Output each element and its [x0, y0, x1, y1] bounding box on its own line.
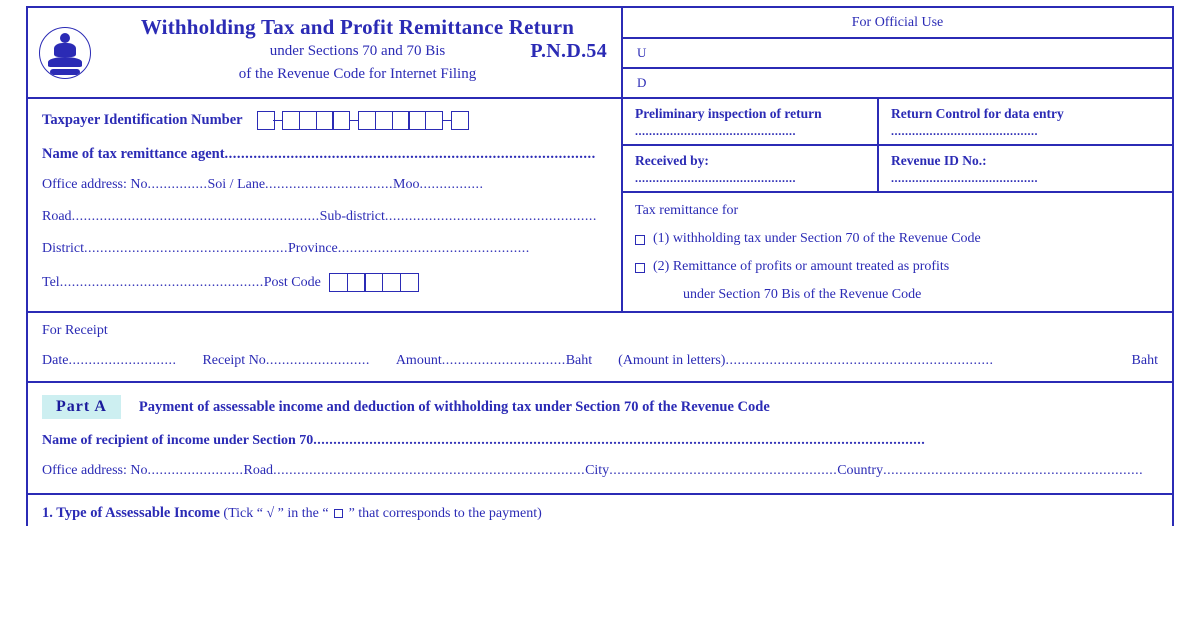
return-control-label: Return Control for data entry [891, 106, 1064, 121]
tin-row [42, 111, 637, 130]
section-1-title: 1. Type of Assessable Income [42, 505, 220, 521]
taxpayer-identity [28, 99, 651, 173]
header-title-block [28, 8, 623, 97]
receipt-fields-row [42, 353, 1158, 369]
return-control-cell [879, 99, 1172, 144]
recipient-name-input[interactable]: ......................................................................................................................................................... [313, 433, 926, 448]
revenue-id-cell [879, 146, 1172, 191]
moo-label: Moo [393, 177, 420, 192]
tel-input[interactable]: ................................................... [59, 274, 264, 290]
postcode-input-boxes[interactable] [329, 273, 418, 292]
tel-label: Tel [42, 274, 60, 290]
province-input[interactable]: ................................................ [337, 241, 530, 256]
inspection-row-2 [623, 146, 1172, 193]
section-1-instruction-post: ” that corresponds to the payment) [348, 506, 542, 521]
revenue-id-label: Revenue ID No.: [891, 153, 987, 168]
remittance-option-2[interactable] [635, 259, 1160, 275]
part-a-recipient-row [42, 433, 1158, 449]
amount-in-letters-input[interactable]: ................................................................... [725, 353, 994, 368]
remittance-agent-name-label: Name of tax remittance agent [42, 146, 225, 162]
seal-container [28, 14, 102, 91]
road-input[interactable]: .............................................................. [71, 209, 320, 224]
receipt-title: For Receipt [42, 323, 108, 338]
checkbox-option-2-icon[interactable] [635, 263, 645, 273]
revenue-id-input[interactable]: .......................................... [891, 171, 1038, 185]
form-subtitle-line2-row [102, 63, 613, 86]
pnd54-form [26, 6, 1174, 526]
taxpayer-left [28, 99, 623, 311]
official-u-field[interactable]: U [623, 39, 1172, 69]
part-a-city-label: City [585, 463, 610, 478]
part-a-city-input[interactable]: ......................................................... [609, 463, 838, 478]
official-use-title: For Official Use [623, 8, 1172, 39]
part-a-heading: Payment of assessable income and deduction of withholding tax under Section 70 of the Revenue Code [138, 398, 770, 415]
moo-input[interactable]: ................ [419, 177, 484, 192]
part-a-office-input[interactable]: ........................ [147, 463, 244, 478]
office-no-input[interactable]: ............... [147, 177, 208, 192]
taxpayer-address [28, 173, 621, 306]
address-line-2 [42, 209, 607, 225]
form-code: P.N.D.54 [530, 40, 607, 62]
section-1-assessable-income [28, 495, 1172, 526]
receipt-baht-label-2: Baht [1131, 353, 1158, 368]
official-right [623, 99, 1172, 311]
part-a-country-input[interactable]: ................................................................. [883, 463, 1144, 478]
receipt-date-input[interactable]: ........................... [68, 353, 177, 368]
receipt-no-input[interactable]: .......................... [265, 353, 370, 368]
remittance-option-2-continuation: under Section 70 Bis of the Revenue Code [683, 287, 922, 302]
tin-input-boxes[interactable] [257, 111, 468, 130]
tick-box-icon [334, 509, 343, 518]
receipt-no-label: Receipt No [202, 353, 266, 368]
checkbox-option-1-icon[interactable] [635, 235, 645, 245]
remittance-agent-name-input[interactable]: .......................................................................................... [224, 146, 596, 162]
inspection-row-1 [623, 99, 1172, 146]
form-header [28, 8, 1172, 99]
receipt-baht-label: Baht [565, 353, 593, 368]
preliminary-inspection-cell [623, 99, 879, 144]
taxpayer-section [28, 99, 1172, 313]
received-by-cell [623, 146, 879, 191]
office-no-label: Office address: No [42, 177, 148, 192]
subdistrict-label: Sub-district [319, 209, 385, 224]
form-subtitle-line2: of the Revenue Code for Internet Filing [238, 66, 477, 82]
official-d-field[interactable]: D [637, 75, 647, 90]
address-line-1 [42, 177, 607, 193]
district-label: District [42, 241, 84, 256]
form-subtitle-line1-row [102, 40, 613, 63]
address-line-3 [42, 241, 607, 257]
tax-remittance-options [623, 193, 1172, 311]
district-input[interactable]: ................................................... [84, 241, 288, 256]
part-a-section [28, 383, 1172, 495]
subdistrict-input[interactable]: ..................................................... [384, 209, 597, 224]
part-a-road-label: Road [243, 463, 274, 478]
remittance-option-1-label: (1) withholding tax under Section 70 of the Revenue Code [653, 231, 981, 246]
received-by-input[interactable]: .............................................. [635, 171, 796, 185]
form-subtitle-line1: under Sections 70 and 70 Bis [269, 43, 446, 59]
tin-label: Taxpayer Identification Number [42, 112, 243, 128]
part-a-header [42, 395, 1158, 419]
receipt-amount-input[interactable]: ............................... [441, 353, 566, 368]
receipt-section [28, 313, 1172, 383]
header-titles [102, 14, 621, 91]
form-title: Withholding Tax and Profit Remittance Return [140, 15, 575, 39]
preliminary-inspection-label: Preliminary inspection of return [635, 106, 822, 121]
part-a-country-label: Country [837, 463, 884, 478]
part-a-address-row [42, 463, 1158, 479]
received-by-label: Received by: [635, 153, 709, 168]
tax-remittance-title: Tax remittance for [635, 203, 739, 218]
remittance-agent-name-row [42, 146, 637, 163]
section-1-instruction-pre: (Tick “ √ ” in the “ [223, 506, 329, 521]
road-label: Road [42, 209, 72, 224]
part-a-badge: Part A [42, 395, 121, 419]
soi-label: Soi / Lane [207, 177, 266, 192]
return-control-input[interactable]: .......................................... [891, 124, 1038, 138]
recipient-name-label: Name of recipient of income under Section 70 [42, 433, 314, 448]
receipt-amount-label: Amount [395, 353, 442, 368]
official-use-block [623, 8, 1172, 97]
garuda-seal-icon [39, 27, 91, 79]
soi-input[interactable]: ................................ [265, 177, 394, 192]
address-line-4 [42, 273, 607, 292]
part-a-road-input[interactable]: .............................................................................. [273, 463, 586, 478]
remittance-option-2-label: (2) Remittance of profits or amount treated as profits [653, 259, 950, 274]
remittance-option-1[interactable] [635, 231, 1160, 247]
amount-in-letters-label: (Amount in letters) [618, 353, 726, 368]
province-label: Province [288, 241, 338, 256]
postcode-label: Post Code [263, 274, 321, 290]
preliminary-inspection-input[interactable]: .............................................. [635, 124, 796, 138]
part-a-office-label: Office address: No [42, 463, 148, 478]
receipt-date-label: Date [42, 353, 69, 368]
